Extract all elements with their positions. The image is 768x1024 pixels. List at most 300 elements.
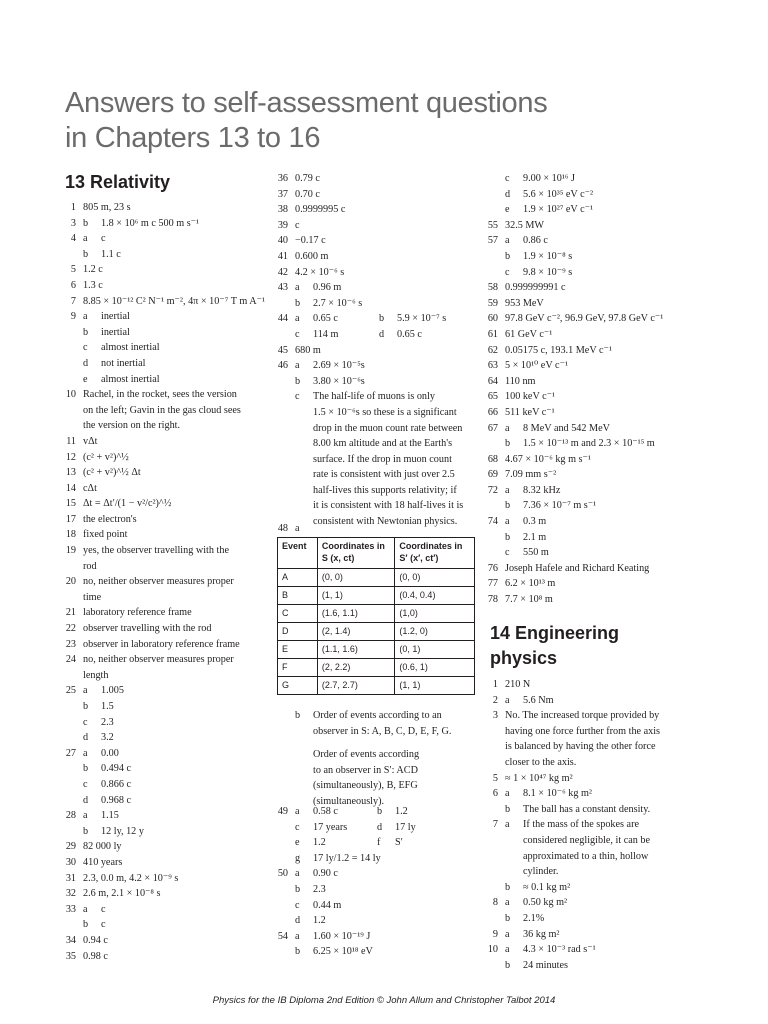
answer-row <box>277 187 482 203</box>
answer-text: 953 MeV <box>505 297 544 309</box>
answer-row <box>65 356 275 372</box>
answer-text: 8.00 km altitude and at the Earth's <box>313 438 453 450</box>
part-letter: a <box>295 806 300 817</box>
answer-text: 8.85 × 10⁻¹² C² N⁻¹ m⁻², 4π × 10⁻⁷ T m A⁻¹ <box>83 295 266 307</box>
question-number: 22 <box>65 623 76 635</box>
table-cell: (1, 1) <box>317 587 395 605</box>
answer-text: 0.98 c <box>83 950 108 962</box>
answer-row-continued <box>487 755 722 771</box>
question-number: 43 <box>277 282 288 294</box>
question-number: 7 <box>492 819 498 831</box>
answer-row <box>487 280 722 296</box>
answer-text: 210 N <box>505 679 531 690</box>
part-letter: a <box>505 694 510 706</box>
answer-row <box>487 265 722 281</box>
answer-text: c <box>101 919 106 931</box>
answer-text: 7.36 × 10⁻⁷ m s⁻¹ <box>523 500 597 512</box>
answer-text: 61 GeV c⁻¹ <box>505 328 553 340</box>
answer-row <box>277 233 482 249</box>
question-number: 34 <box>65 934 76 946</box>
question-number: 62 <box>487 344 498 356</box>
answer-row <box>65 949 275 965</box>
answer-row <box>65 777 275 793</box>
answer-row <box>277 311 482 327</box>
answer-row-continued <box>487 833 722 849</box>
question-number: 64 <box>487 375 498 387</box>
answer-row <box>65 715 275 731</box>
page-title-line-2: in Chapters 13 to 16 <box>65 122 321 154</box>
answer-text: no, neither observer measures proper <box>83 654 234 666</box>
answer-text: 1.8 × 10⁶ m c 500 m s⁻¹ <box>101 217 200 229</box>
answer-text: 0.3 m <box>523 516 547 528</box>
question-number: 5 <box>492 772 498 784</box>
part-letter: b <box>83 248 89 260</box>
answer-row <box>65 465 275 481</box>
answer-row <box>65 325 275 341</box>
page-footer: Physics for the IB Diploma 2nd Edition © John Allum and Christopher Talbot 2014 <box>212 995 556 1006</box>
answer-row <box>65 855 275 871</box>
answer-text: 9.00 × 10¹⁶ J <box>523 173 575 184</box>
answer-text: is balanced by having the other force <box>505 741 656 753</box>
table-cell: (0, 0) <box>317 569 395 587</box>
part-letter: a <box>295 282 300 294</box>
answer-text: 2.3 <box>313 883 326 895</box>
answer-row <box>487 187 722 203</box>
question-number: 36 <box>277 173 288 184</box>
answer-text: 1.1 c <box>101 248 121 260</box>
answer-text: 1.9 × 10²⁷ eV c⁻¹ <box>523 204 594 216</box>
table-row <box>278 677 475 695</box>
part-letter: a <box>505 235 510 247</box>
question-number: 55 <box>487 219 498 231</box>
question-number: 20 <box>65 576 76 588</box>
answer-row <box>487 311 722 327</box>
answer-text: closer to the axis. <box>505 756 577 768</box>
answer-text: 0.58 c <box>313 806 338 817</box>
part-letter: a <box>505 484 510 496</box>
answer-row <box>487 817 722 833</box>
answer-text: Rachel, in the rocket, sees the version <box>83 389 237 401</box>
part-letter: a <box>83 903 88 915</box>
question-number: 63 <box>487 360 498 372</box>
answer-row <box>277 708 482 724</box>
answers-column-3-top <box>487 171 722 608</box>
part-letter: b <box>83 326 89 338</box>
question-number: 38 <box>277 204 288 216</box>
question-number: 72 <box>487 484 498 496</box>
question-number: 2 <box>492 694 498 706</box>
section-heading-relativity: 13 Relativity <box>65 172 171 192</box>
answer-row <box>65 200 275 216</box>
part-letter: b <box>83 919 89 931</box>
part-letter: a <box>505 422 510 434</box>
answer-text: −0.17 c <box>295 235 326 247</box>
answer-text: observer travelling with the rod <box>83 623 212 635</box>
answer-row <box>487 218 722 234</box>
answer-row <box>277 374 482 390</box>
answer-text: ≈ 1 × 10⁴⁷ kg m² <box>505 772 573 784</box>
answer-text: 1.60 × 10⁻¹⁹ J <box>313 930 371 942</box>
part-letter: b <box>377 806 383 817</box>
answer-row <box>277 898 482 914</box>
answer-text: c <box>295 219 300 231</box>
answer-row <box>65 278 275 294</box>
answer-row <box>65 683 275 699</box>
answer-text: No. The increased torque provided by <box>505 710 660 722</box>
answer-text: surface. If the drop in muon count <box>313 453 452 465</box>
table-cell: C <box>278 605 318 623</box>
answer-text: 8 MeV and 542 MeV <box>523 422 610 434</box>
part-letter: d <box>505 188 511 200</box>
question-number: 61 <box>487 328 498 340</box>
answer-text: 0.94 c <box>83 934 108 946</box>
question-number: 14 <box>65 482 76 494</box>
question-number: 4 <box>70 233 76 245</box>
question-number: 49 <box>277 806 288 817</box>
answer-row <box>487 405 722 421</box>
answer-text: 1.2 <box>313 837 326 849</box>
answer-row <box>277 835 482 851</box>
answer-text: yes, the observer travelling with the <box>83 545 229 557</box>
answer-row-continued <box>277 483 482 499</box>
answer-text: 17 years <box>313 821 348 833</box>
part-letter: b <box>295 297 301 309</box>
question-number: 35 <box>65 950 76 962</box>
table-row <box>278 587 475 605</box>
answer-row <box>277 280 482 296</box>
answer-row <box>487 436 722 452</box>
answer-row <box>487 708 722 724</box>
part-letter: a <box>83 233 88 245</box>
question-number: 39 <box>277 219 288 231</box>
question-number: 32 <box>65 888 76 900</box>
page-title <box>65 86 725 156</box>
answer-text: inertial <box>101 326 130 338</box>
answer-text: 24 minutes <box>523 959 568 971</box>
answer-row <box>65 933 275 949</box>
answer-text: almost inertial <box>101 342 160 354</box>
part-letter: d <box>83 732 89 744</box>
question-number: 78 <box>487 594 498 606</box>
answer-row <box>487 592 722 608</box>
answer-text: 36 kg m² <box>523 928 560 940</box>
answer-row <box>65 886 275 902</box>
answer-row <box>487 545 722 561</box>
part-letter: b <box>295 375 301 387</box>
answer-row <box>487 421 722 437</box>
part-letter: d <box>83 794 89 806</box>
answer-text: fixed point <box>83 529 128 541</box>
answer-text: 5.6 × 10³⁵ eV c⁻² <box>523 188 594 200</box>
answer-text: 0.86 c <box>523 235 548 247</box>
answer-row <box>65 621 275 637</box>
answer-text: 100 keV c⁻¹ <box>505 391 556 403</box>
answer-text: 680 m <box>295 344 321 356</box>
answer-text: 5.9 × 10⁻⁷ s <box>397 313 447 325</box>
question-number: 29 <box>65 841 76 853</box>
part-letter: b <box>505 912 511 924</box>
answer-row <box>487 677 722 693</box>
answer-text: 0.05175 c, 193.1 MeV c⁻¹ <box>505 344 612 356</box>
answer-row <box>65 372 275 388</box>
answer-text: 0.90 c <box>313 868 338 880</box>
answer-text: 0.968 c <box>101 794 131 806</box>
part-letter: c <box>505 173 510 184</box>
answer-row <box>65 652 275 668</box>
answer-text: Order of events according <box>313 749 420 761</box>
answer-row-continued <box>277 747 482 763</box>
answer-row <box>487 483 722 499</box>
question-number: 19 <box>65 545 76 557</box>
answer-text: 1.2 c <box>83 264 103 276</box>
table-cell: D <box>278 623 318 641</box>
answer-text: rate is consistent with just over 2.5 <box>313 469 455 481</box>
answer-text: (c² + v²)^½ <box>83 451 129 463</box>
answer-text: 7.7 × 10⁸ m <box>505 594 553 606</box>
answer-text: (simultaneously). <box>313 795 385 807</box>
table-header-coords-s-prime: Coordinates in S′ (x′, ct′) <box>395 538 475 569</box>
part-letter: a <box>505 819 510 831</box>
answer-text: almost inertial <box>101 373 160 385</box>
question-number: 59 <box>487 297 498 309</box>
answer-text: 410 years <box>83 856 123 868</box>
answer-row <box>277 265 482 281</box>
table-cell: (1.1, 1.6) <box>317 641 395 659</box>
table-cell: (2, 2.2) <box>317 659 395 677</box>
answer-row <box>277 171 482 187</box>
section-heading-line-1: 14 Engineering <box>490 623 620 643</box>
question-number: 46 <box>277 360 288 372</box>
answer-row <box>487 895 722 911</box>
answer-text: 1.005 <box>101 685 124 697</box>
table-row <box>278 623 475 641</box>
question-number: 48 <box>277 523 288 534</box>
answer-row <box>487 249 722 265</box>
part-letter: c <box>295 391 300 403</box>
part-letter: c <box>295 328 300 340</box>
part-letter: b <box>295 946 301 958</box>
part-letter: b <box>379 313 385 325</box>
part-letter: b <box>505 803 511 815</box>
part-letter: g <box>295 852 301 864</box>
answer-row <box>277 724 482 740</box>
answer-text: approximated to a thin, hollow <box>523 850 649 862</box>
answer-row-continued <box>65 418 275 434</box>
question-number: 17 <box>65 513 76 525</box>
answer-text: 1.5 × 10⁻¹³ m and 2.3 × 10⁻¹⁵ m <box>523 438 655 450</box>
answer-row-continued <box>277 467 482 483</box>
answer-row <box>277 296 482 312</box>
answer-text: 2.7 × 10⁻⁶ s <box>313 297 363 309</box>
part-letter: b <box>295 710 301 721</box>
answer-text: 5 × 10¹⁰ eV c⁻¹ <box>505 360 569 372</box>
table-cell: (1,0) <box>395 605 475 623</box>
answer-text: on the left; Gavin in the gas cloud sees <box>83 404 241 416</box>
answer-row <box>65 917 275 933</box>
answer-row <box>487 530 722 546</box>
answer-text: time <box>83 591 102 603</box>
answer-text: 110 nm <box>505 375 536 387</box>
answer-text: 5.6 Nm <box>523 694 554 706</box>
question-number: 65 <box>487 391 498 403</box>
answer-text: length <box>83 669 109 681</box>
question-number: 77 <box>487 578 498 590</box>
question-number: 66 <box>487 406 498 418</box>
table-cell: (1, 1) <box>395 677 475 695</box>
answer-text: ≈ 0.1 kg m² <box>523 881 571 893</box>
answer-text: 550 m <box>523 547 549 559</box>
part-letter: a <box>505 788 510 800</box>
answer-row <box>277 913 482 929</box>
answer-text: 1.15 <box>101 810 119 822</box>
question-number: 24 <box>65 654 76 666</box>
answer-text: 0.96 m <box>313 282 342 294</box>
part-letter: b <box>505 250 511 262</box>
answer-text: c <box>101 903 106 915</box>
answer-row <box>487 942 722 958</box>
answer-row-continued <box>487 864 722 880</box>
table-header-row <box>278 538 475 569</box>
part-letter: b <box>505 438 511 450</box>
answer-text: 1.3 c <box>83 279 103 291</box>
part-letter: b <box>505 881 511 893</box>
answer-row <box>65 512 275 528</box>
answer-text: 17 ly <box>395 821 416 833</box>
answer-row <box>65 434 275 450</box>
answer-text: 1.9 × 10⁻⁸ s <box>523 250 573 262</box>
question-number: 45 <box>277 344 288 356</box>
answer-48 <box>277 521 482 537</box>
answer-row <box>277 820 482 836</box>
answer-text: inertial <box>101 311 130 323</box>
answer-row-continued <box>65 403 275 419</box>
part-letter: c <box>83 716 88 728</box>
answer-text: Joseph Hafele and Richard Keating <box>505 562 650 574</box>
part-letter: a <box>295 930 300 942</box>
answer-text: 1.5 × 10⁻⁶s so these is a significant <box>313 406 457 418</box>
answer-text: 8.32 kHz <box>523 484 561 496</box>
question-number: 6 <box>70 279 76 291</box>
part-letter: a <box>505 928 510 940</box>
answers-column-2-top <box>277 171 482 530</box>
answer-text: 7.09 mm s⁻² <box>505 469 557 481</box>
answer-row <box>65 340 275 356</box>
question-number: 1 <box>70 202 76 213</box>
part-letter: c <box>83 778 88 790</box>
answer-row <box>65 450 275 466</box>
answer-row <box>487 786 722 802</box>
answer-row-continued <box>487 739 722 755</box>
question-number: 13 <box>65 467 76 479</box>
question-number: 58 <box>487 282 498 294</box>
answer-row <box>277 389 482 405</box>
answer-row <box>277 249 482 265</box>
answer-text: 0.600 m <box>295 250 329 262</box>
answer-text: the version on the right. <box>83 420 181 432</box>
answer-text: 0.9999995 c <box>295 204 346 216</box>
question-number: 1 <box>492 679 498 690</box>
answer-row <box>65 746 275 762</box>
answer-text: having one force further from the axis <box>505 725 661 737</box>
answer-text: it is consistent with 18 half-lives it is <box>313 500 464 512</box>
answer-text: 17 ly/1.2 = 14 ly <box>313 852 381 864</box>
question-number: 42 <box>277 266 288 278</box>
answer-text: S′ <box>395 837 403 849</box>
answer-row <box>65 902 275 918</box>
answer-row <box>65 839 275 855</box>
answer-text: Order of events according to an <box>313 710 442 721</box>
table-row <box>278 659 475 677</box>
answer-text: 2.69 × 10⁻⁵s <box>313 360 365 372</box>
answer-text: The half-life of muons is only <box>313 391 435 403</box>
part-letter: a <box>83 685 88 697</box>
question-number: 3 <box>70 217 76 229</box>
page-title-line-1: Answers to self-assessment questions <box>65 87 548 119</box>
answer-row <box>65 481 275 497</box>
table-header-event: Event <box>278 538 318 569</box>
answer-text: 1.5 <box>101 701 114 712</box>
answer-text: 82 000 ly <box>83 841 122 853</box>
answer-row-continued <box>65 668 275 684</box>
answer-text: 0.00 <box>101 747 119 759</box>
answer-row <box>487 296 722 312</box>
table-cell: B <box>278 587 318 605</box>
table-cell: G <box>278 677 318 695</box>
answer-row <box>65 294 275 310</box>
answer-text: not inertial <box>101 357 146 369</box>
answer-text: 4.2 × 10⁻⁶ s <box>295 266 345 278</box>
answer-text: 0.65 c <box>397 328 422 340</box>
answer-row <box>65 871 275 887</box>
question-number: 23 <box>65 638 76 650</box>
answer-text: (simultaneously), B, EFG <box>313 780 418 792</box>
answer-row-continued <box>487 724 722 740</box>
answer-row <box>277 521 482 537</box>
question-number: 25 <box>65 685 76 697</box>
spacer <box>277 739 482 747</box>
answer-text: The ball has a constant density. <box>523 803 651 815</box>
question-number: 9 <box>492 928 498 940</box>
part-letter: c <box>295 821 300 833</box>
question-number: 74 <box>487 516 498 528</box>
table-cell: (0, 0) <box>395 569 475 587</box>
answer-row-continued <box>277 405 482 421</box>
answer-text: 0.494 c <box>101 763 131 775</box>
answer-text: 4.3 × 10⁻³ rad s⁻¹ <box>523 944 596 956</box>
question-number: 67 <box>487 422 498 434</box>
question-number: 40 <box>277 235 288 247</box>
answer-row <box>487 927 722 943</box>
part-letter: b <box>83 825 89 837</box>
question-number: 44 <box>277 313 288 325</box>
question-number: 50 <box>277 868 288 880</box>
part-letter: d <box>295 915 301 927</box>
question-number: 11 <box>66 435 76 447</box>
table-cell: (2, 1.4) <box>317 623 395 641</box>
answer-row <box>487 452 722 468</box>
answer-text: 0.79 c <box>295 173 320 184</box>
answer-row <box>487 171 722 187</box>
part-letter: d <box>379 328 385 340</box>
part-letter: b <box>505 531 511 543</box>
answer-text: 0.70 c <box>295 188 320 200</box>
table-cell: (2.7, 2.7) <box>317 677 395 695</box>
question-number: 57 <box>487 235 498 247</box>
answer-row <box>65 247 275 263</box>
part-letter: a <box>83 747 88 759</box>
question-number: 76 <box>487 562 498 574</box>
answer-row <box>65 699 275 715</box>
